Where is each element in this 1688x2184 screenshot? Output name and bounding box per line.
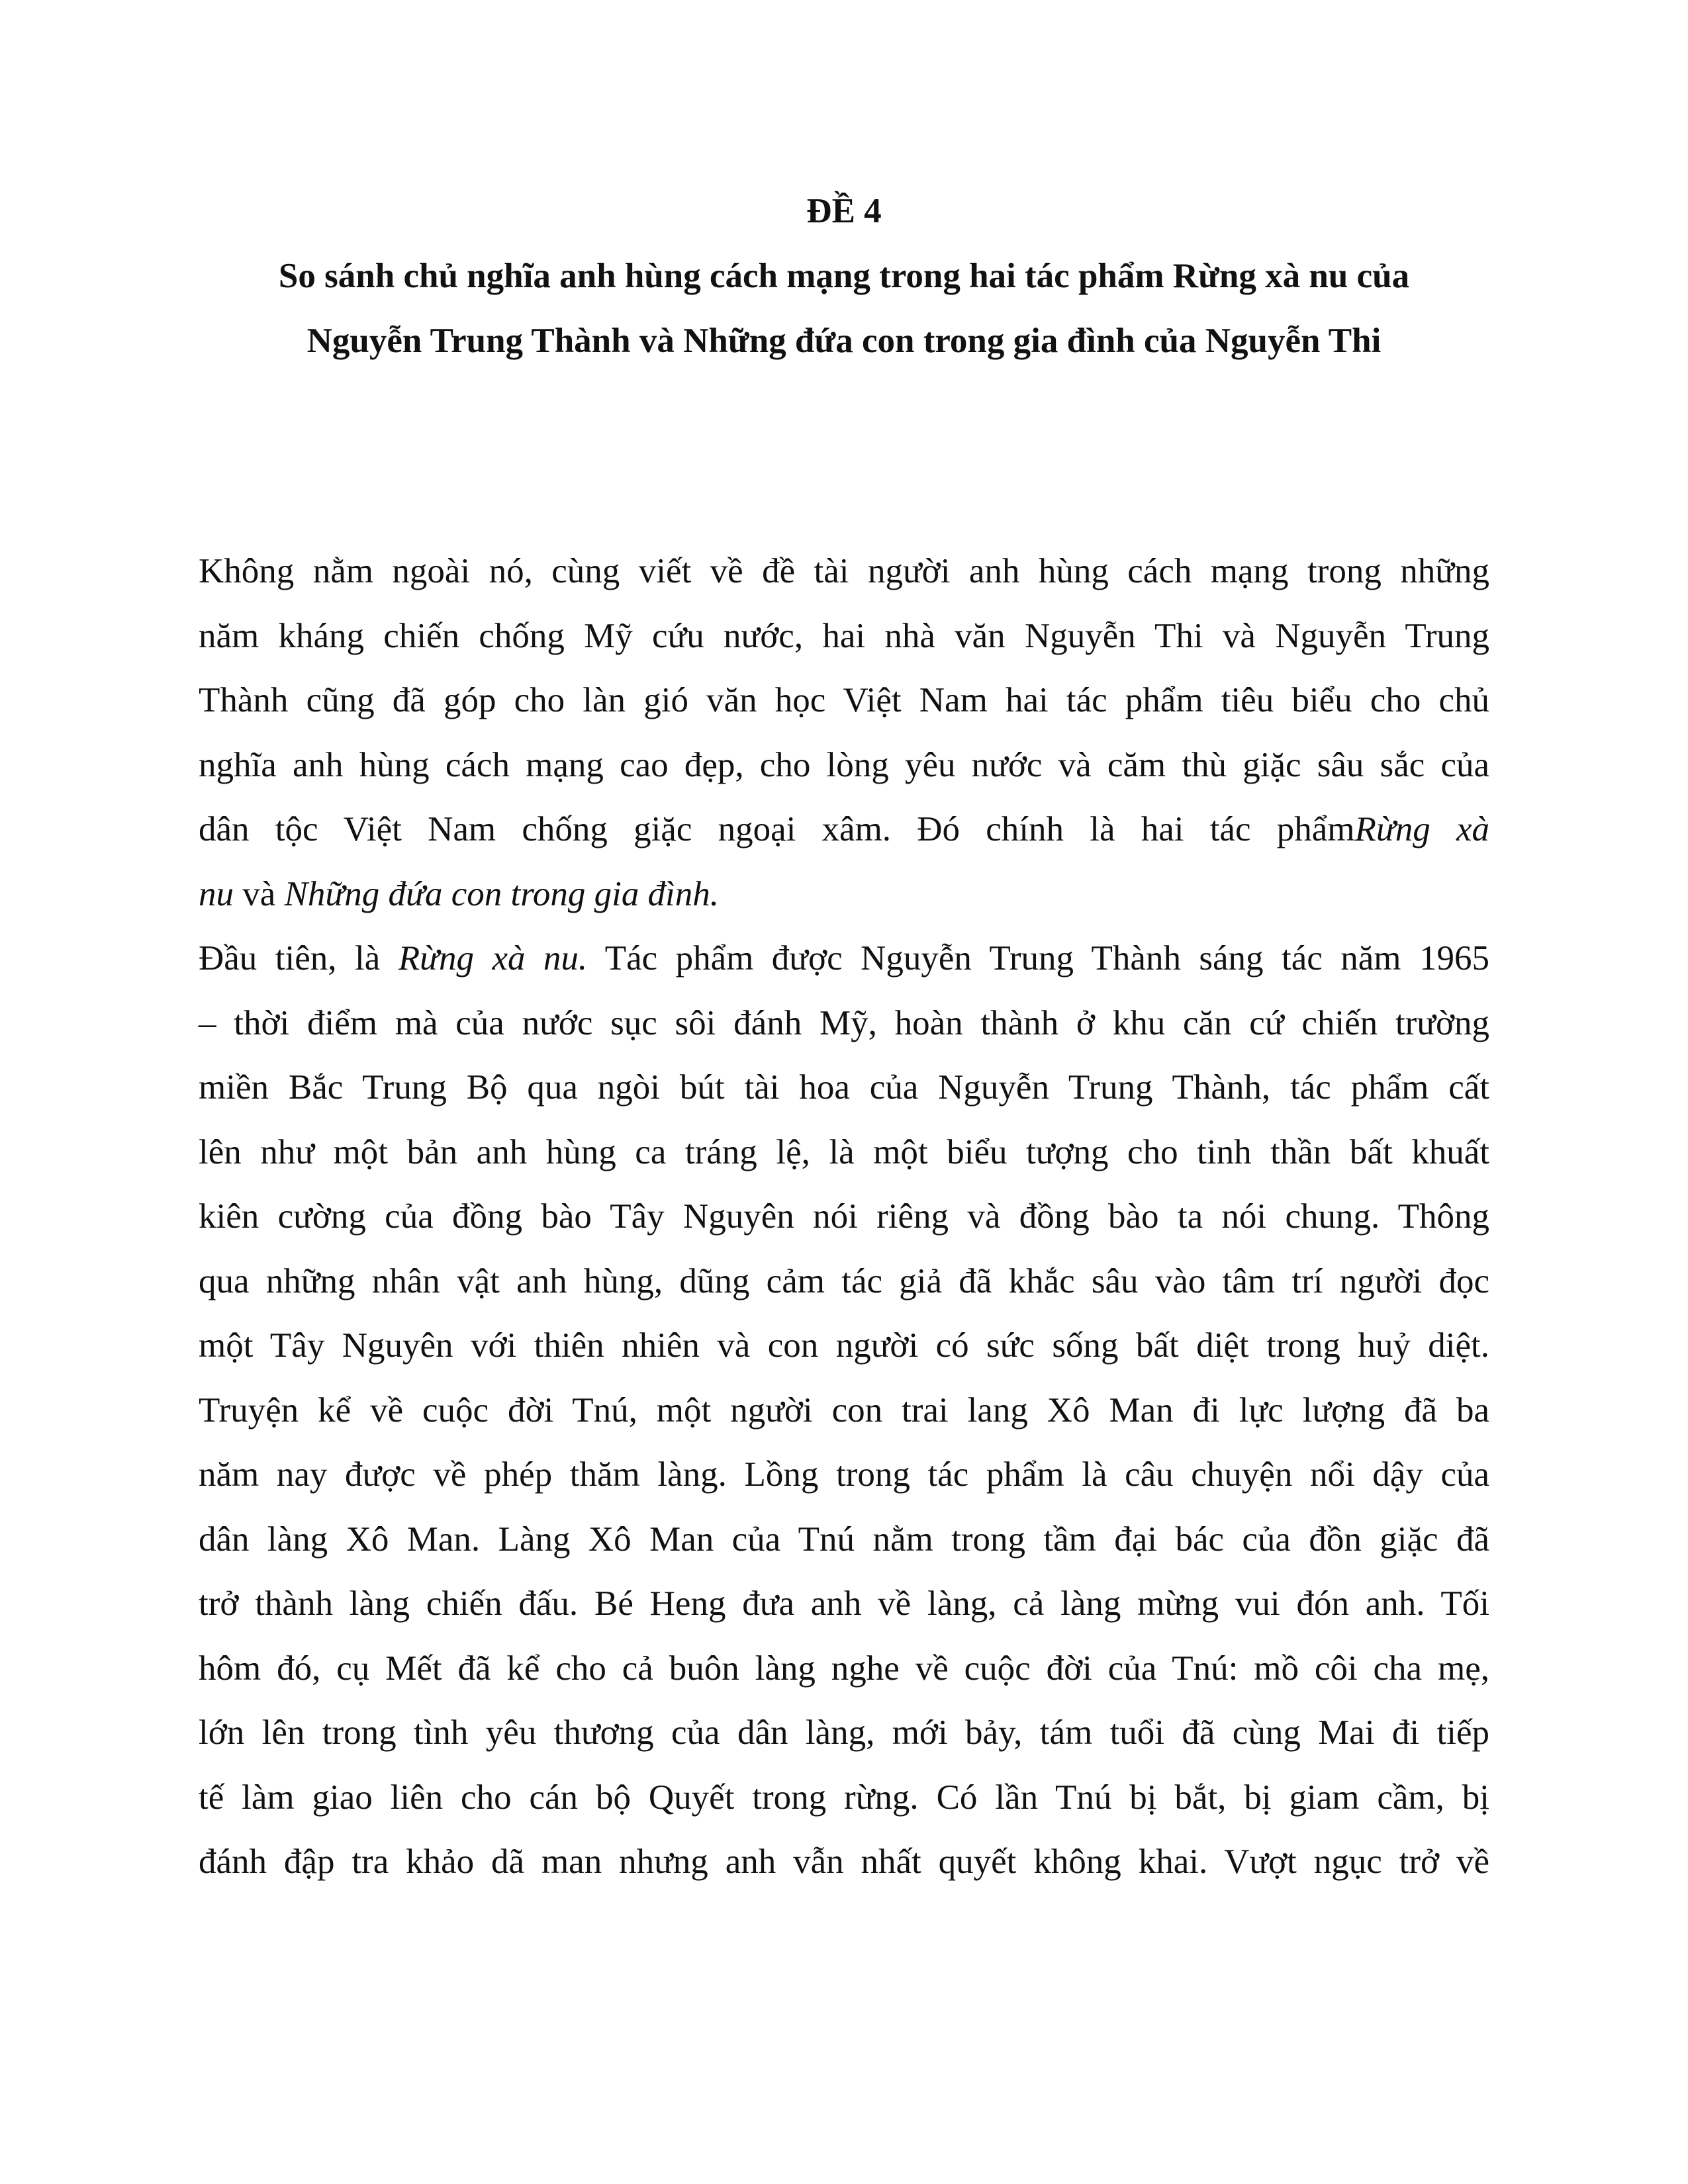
work-title-nhung-dua-con: Những đứa con trong gia đình. [284, 874, 720, 913]
body-line: lớn lên trong tình yêu thương của dân làng, mới bảy, tám tuổi đã cùng Mai đi tiếp [199, 1713, 1489, 1752]
work-title-rung-xa-nu: Rừng xà nu. [398, 939, 588, 978]
body-text-run: Đầu tiên, là [199, 939, 399, 978]
body-line: năm kháng chiến chống Mỹ cứu nước, hai nhà văn Nguyễn Thi và Nguyễn Trung [199, 616, 1489, 655]
document-heading: ĐỀ 4 [806, 192, 882, 230]
body-line: hôm đó, cụ Mết đã kể cho cả buôn làng nghe về cuộc đời của Tnú: mồ côi cha mẹ, [199, 1649, 1489, 1688]
document-body [199, 539, 1489, 1895]
body-line: kiên cường của đồng bào Tây Nguyên nói riêng và đồng bào ta nói chung. Thông [199, 1197, 1489, 1236]
body-line: – thời điểm mà của nước sục sôi đánh Mỹ, hoàn thành ở khu căn cứ chiến trường [199, 1003, 1489, 1042]
body-line: năm nay được về phép thăm làng. Lồng trong tác phẩm là câu chuyện nổi dậy của [199, 1455, 1489, 1494]
work-title-rung-xa-nu: Rừng xà [1354, 810, 1490, 848]
body-line: trở thành làng chiến đấu. Bé Heng đưa anh về làng, cả làng mừng vui đón anh. Tối [199, 1584, 1489, 1623]
body-text-run: dân tộc Việt Nam chống giặc ngoại xâm. Đó chính là hai tác phẩm [199, 810, 1355, 848]
body-text-run: và [234, 874, 285, 913]
body-line: tế làm giao liên cho cán bộ Quyết trong rừng. Có lần Tnú bị bắt, bị giam cầm, bị [199, 1778, 1489, 1817]
body-line [199, 862, 1489, 927]
body-line: lên như một bản anh hùng ca tráng lệ, là một biểu tượng cho tinh thần bất khuất [199, 1132, 1489, 1171]
body-line [199, 927, 1489, 991]
body-line: nghĩa anh hùng cách mạng cao đẹp, cho lòng yêu nước và căm thù giặc sâu sắc của [199, 745, 1489, 784]
body-line: đánh đập tra khảo dã man nhưng anh vẫn nhất quyết không khai. Vượt ngục trở về [199, 1843, 1489, 1881]
body-line: Không nằm ngoài nó, cùng viết về đề tài người anh hùng cách mạng trong những [199, 552, 1489, 590]
body-line: qua những nhân vật anh hùng, dũng cảm tác giả đã khắc sâu vào tâm trí người đọc [199, 1261, 1489, 1300]
document-title-line-1: So sánh chủ nghĩa anh hùng cách mạng trong hai tác phẩm Rừng xà nu của [278, 257, 1410, 295]
body-line: Thành cũng đã góp cho làn gió văn học Việt Nam hai tác phẩm tiêu biểu cho chủ [199, 681, 1489, 719]
body-line: một Tây Nguyên với thiên nhiên và con người có sức sống bất diệt trong huỷ diệt. [199, 1326, 1489, 1365]
document-title-line-2: Nguyễn Trung Thành và Những đứa con trong gia đình của Nguyễn Thi [306, 322, 1382, 360]
body-line: miền Bắc Trung Bộ qua ngòi bút tài hoa của Nguyễn Trung Thành, tác phẩm cất [199, 1068, 1489, 1107]
work-title-rung-xa-nu: nu [199, 874, 234, 913]
body-line: Truyện kể về cuộc đời Tnú, một người con trai lang Xô Man đi lực lượng đã ba [199, 1390, 1489, 1430]
body-text-run: Tác phẩm được Nguyễn Trung Thành sáng tác năm 1965 [587, 939, 1489, 978]
body-line [199, 797, 1489, 862]
body-line: dân làng Xô Man. Làng Xô Man của Tnú nằm trong tầm đại bác của đồn giặc đã [199, 1520, 1489, 1559]
document-header [199, 179, 1489, 373]
